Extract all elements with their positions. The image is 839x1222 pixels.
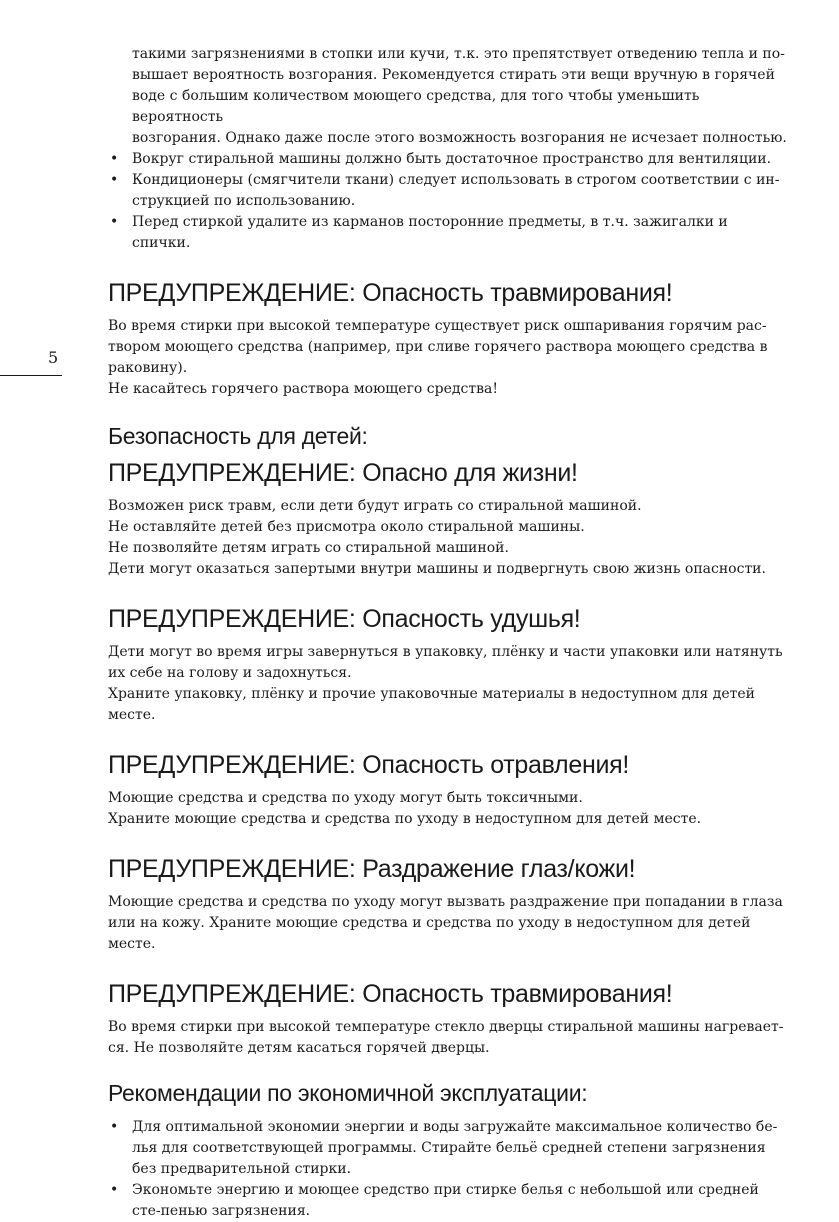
page-number: 5 <box>48 348 59 367</box>
warning-heading-poisoning: ПРЕДУПРЕЖДЕНИЕ: Опасность отравления! <box>108 751 629 779</box>
intro-continuation <box>108 44 790 149</box>
warning-text-injury-2: Не касайтесь горячего раствора моющего средства! <box>108 381 498 397</box>
economy-bullet: • Для оптимальной экономии энергии и воды загружайте максимальное количество бе-лья для соответствующей программы. Стирайте бельё средней степени загрязнения без предварительной стирки. <box>108 1117 790 1180</box>
intro-bullet: • Кондиционеры (смягчители ткани) следует использовать в строгом соответствии с ин-струкцией по использованию. <box>108 170 790 212</box>
warning-text-life <box>108 496 790 580</box>
page-number-rule <box>0 375 62 376</box>
warning-line: Не позволяйте детям играть со стиральной машиной. <box>108 540 509 556</box>
page-content <box>108 44 790 1222</box>
warning-line: Возможен риск травм, если дети будут играть со стиральной машиной. <box>108 498 642 514</box>
economy-bullet: • Экономьте энергию и моющее средство при стирке белья с небольшой или средней сте-пенью загрязнения. <box>108 1180 790 1222</box>
child-safety-heading: Безопасность для детей: <box>108 423 368 449</box>
warning-text-injury: Во время стирки при высокой температуре существует риск ошпаривания горячим рас-твором моющего средства (например, при сливе горячего раствора моющего средства в раковину). <box>108 318 768 376</box>
intro-line: такими загрязнениями в стопки или кучи, т.к. это препятствует отведению тепла и по- <box>132 46 785 62</box>
warning-text-suffocation-2: Храните упаковку, плёнку и прочие упаковочные материалы в недоступном для детей месте. <box>108 686 755 723</box>
economy-bullet-list <box>108 1117 790 1222</box>
intro-bullet: • Перед стиркой удалите из карманов посторонние предметы, в т.ч. зажигалки и спички. <box>108 212 790 254</box>
warning-text-poisoning <box>108 788 790 830</box>
economy-heading: Рекомендации по экономичной эксплуатации: <box>108 1080 588 1106</box>
warning-heading-injury: ПРЕДУПРЕЖДЕНИЕ: Опасность травмирования! <box>108 279 673 307</box>
warning-text-hot-door: Во время стирки при высокой температуре стекло дверцы стиральной машины нагревает-ся. Не позволяйте детям касаться горячей дверцы. <box>108 1019 784 1056</box>
warning-text-irritation: Моющие средства и средства по уходу могут вызвать раздражение при попадании в глаза или на кожу. Храните моющие средства и средства по уходу в недоступном для детей месте. <box>108 894 783 952</box>
intro-line: вышает вероятность возгорания. Рекомендуется стирать эти вещи вручную в горячей <box>132 67 775 83</box>
intro-line: возгорания. Однако даже после этого возможность возгорания не исчезает полностью. <box>132 130 787 146</box>
warning-heading-hot-door: ПРЕДУПРЕЖДЕНИЕ: Опасность травмирования! <box>108 980 673 1008</box>
warning-text-suffocation: Дети могут во время игры завернуться в упаковку, плёнку и части упаковки или натянуть их себе на голову и задохнуться. <box>108 644 783 681</box>
warning-heading-life: ПРЕДУПРЕЖДЕНИЕ: Опасно для жизни! <box>108 459 578 487</box>
warning-line: Моющие средства и средства по уходу могут быть токсичными. <box>108 790 583 806</box>
intro-bullet-list <box>108 149 790 254</box>
warning-heading-suffocation: ПРЕДУПРЕЖДЕНИЕ: Опасность удушья! <box>108 605 581 633</box>
intro-line: воде с большим количеством моющего средства, для того чтобы уменьшить вероятность <box>132 88 700 125</box>
warning-line: Дети могут оказаться запертыми внутри машины и подвергнуть свою жизнь опасности. <box>108 561 766 577</box>
intro-bullet: • Вокруг стиральной машины должно быть достаточное пространство для вентиляции. <box>108 149 790 170</box>
warning-line: Не оставляйте детей без присмотра около стиральной машины. <box>108 519 585 535</box>
warning-heading-irritation: ПРЕДУПРЕЖДЕНИЕ: Раздражение глаз/кожи! <box>108 855 636 883</box>
warning-line: Храните моющие средства и средства по уходу в недоступном для детей месте. <box>108 811 702 827</box>
